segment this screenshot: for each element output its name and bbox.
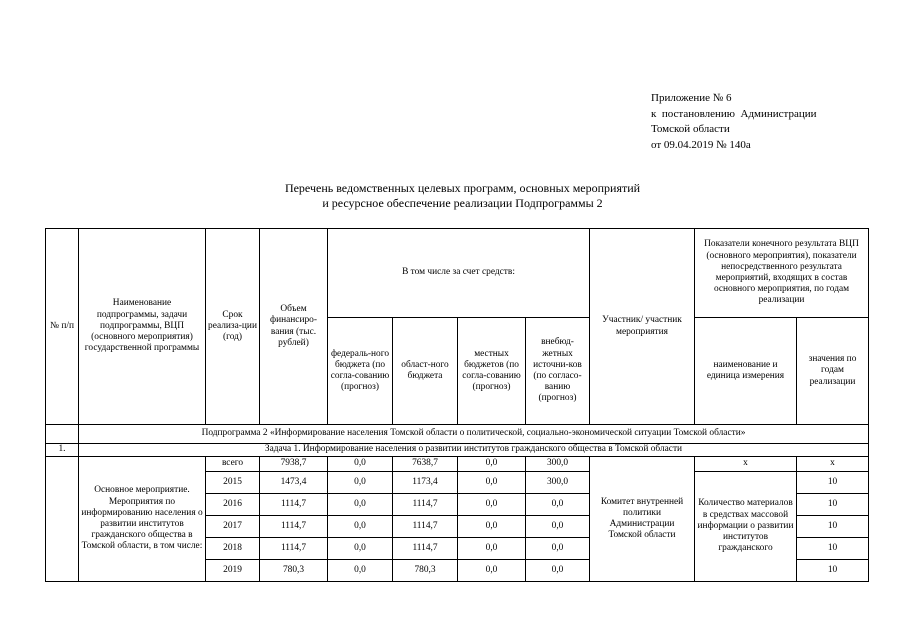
- appendix-block: [651, 91, 817, 153]
- main-event-name: Основное мероприятие. Мероприятия по информированию населения о развитии институтов гражданского общества в Томской области, в том числе:: [79, 457, 206, 582]
- appendix-line: Приложение № 6: [651, 92, 732, 104]
- cell-local: 0,0: [458, 516, 526, 538]
- header-name: Наименование подпрограммы, задачи подпрограммы, ВЦП (основного мероприятия) государственной программы: [79, 229, 206, 425]
- header-indicator-values: значения по годам реализации: [797, 318, 869, 425]
- appendix-line: к постановлению Администрации: [651, 107, 817, 120]
- cell-federal: 0,0: [328, 560, 393, 582]
- cell-local: 0,0: [458, 538, 526, 560]
- title-line: Перечень ведомственных целевых программ, основных мероприятий: [284, 181, 641, 195]
- task-title: Задача 1. Информирование населения о развитии институтов гражданского общества в Томской области: [79, 444, 869, 457]
- subprogram-title: Подпрограмма 2 «Информирование населения Томской области о политической, социально-экономической ситуации Томской области»: [79, 425, 869, 444]
- cell-regional: 1114,7: [393, 538, 458, 560]
- cell-federal: 0,0: [328, 538, 393, 560]
- table-row: [46, 457, 869, 472]
- cell-indicator-value: 10: [797, 472, 869, 494]
- cell-indicator-value: 10: [797, 516, 869, 538]
- main-event-participant: Комитет внутренней политики Администрации Томской области: [590, 457, 695, 582]
- cell-offbudget: 0,0: [526, 560, 590, 582]
- cell-regional: 780,3: [393, 560, 458, 582]
- header-indicator-name: наименование и единица измерения: [695, 318, 797, 425]
- cell-year: 2016: [206, 494, 260, 516]
- cell-indicator-value: х: [797, 457, 869, 472]
- cell-offbudget: 0,0: [526, 538, 590, 560]
- cell-federal: 0,0: [328, 472, 393, 494]
- cell-local: 0,0: [458, 457, 526, 472]
- cell-volume: 780,3: [260, 560, 328, 582]
- header-participant: Участник/ участник мероприятия: [590, 229, 695, 425]
- cell-regional: 7638,7: [393, 457, 458, 472]
- cell-local: 0,0: [458, 472, 526, 494]
- header-term: Срок реализа-ции (год): [206, 229, 260, 425]
- header-num: № п/п: [46, 229, 79, 425]
- cell-volume: 1114,7: [260, 494, 328, 516]
- cell-year: всего: [206, 457, 260, 472]
- cell-offbudget: 300,0: [526, 457, 590, 472]
- cell-volume: 1114,7: [260, 538, 328, 560]
- cell-year: 2019: [206, 560, 260, 582]
- cell-year: 2017: [206, 516, 260, 538]
- cell-federal: 0,0: [328, 457, 393, 472]
- header-volume: Объем финансиро-вания (тыс. рублей): [260, 229, 328, 425]
- header-local: местных бюджетов (по согла-сованию (прогноз): [458, 318, 526, 425]
- cell-regional: 1114,7: [393, 516, 458, 538]
- cell-volume: 1473,4: [260, 472, 328, 494]
- cell-regional: 1114,7: [393, 494, 458, 516]
- main-event-indicator-name: Количество материалов в средствах массовой информации о развитии институтов гражданского: [695, 472, 797, 582]
- header-indicators: Показатели конечного результата ВЦП (основного мероприятия), показатели непосредственного результата мероприятий, входящих в состав основного мероприятия, по годам реализации: [695, 229, 869, 318]
- cell-federal: 0,0: [328, 494, 393, 516]
- document-title: [0, 181, 905, 211]
- cell-offbudget: 300,0: [526, 472, 590, 494]
- cell-indicator-value: 10: [797, 560, 869, 582]
- row-num: [46, 457, 79, 582]
- cell-volume: 7938,7: [260, 457, 328, 472]
- cell-local: 0,0: [458, 494, 526, 516]
- header-regional: област-ного бюджета: [393, 318, 458, 425]
- cell-regional: 1173,4: [393, 472, 458, 494]
- title-line: и ресурсное обеспечение реализации Подпрограммы 2: [322, 196, 603, 210]
- subprogram-num: [46, 425, 79, 444]
- cell-local: 0,0: [458, 560, 526, 582]
- cell-volume: 1114,7: [260, 516, 328, 538]
- task-num: 1.: [46, 444, 79, 457]
- header-offbudget: внебюд-жетных источни-ков (по согласо-ванию (прогноз): [526, 318, 590, 425]
- header-sources: В том числе за счет средств:: [328, 229, 590, 318]
- cell-offbudget: 0,0: [526, 516, 590, 538]
- appendix-line: Томской области: [651, 123, 730, 135]
- cell-year: 2018: [206, 538, 260, 560]
- cell-year: 2015: [206, 472, 260, 494]
- header-federal: федераль-ного бюджета (по согла-сованию (прогноз): [328, 318, 393, 425]
- program-table: [45, 228, 869, 582]
- cell-indicator-value: 10: [797, 538, 869, 560]
- cell-offbudget: 0,0: [526, 494, 590, 516]
- appendix-line: от 09.04.2019 № 140а: [651, 138, 751, 151]
- cell-indicator-value: 10: [797, 494, 869, 516]
- cell-federal: 0,0: [328, 516, 393, 538]
- cell-indicator-name: х: [695, 457, 797, 472]
